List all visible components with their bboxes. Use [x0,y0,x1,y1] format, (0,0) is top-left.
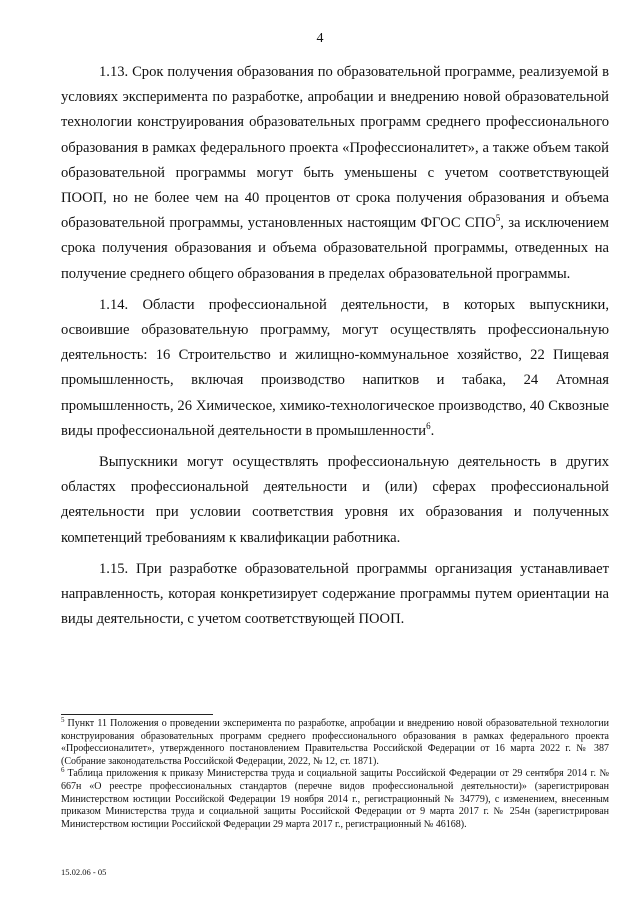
document-code: 15.02.06 - 05 [61,867,107,877]
paragraph-1-13 [61,60,609,287]
footnote-5 [61,715,609,768]
footnote-5-text: Пункт 11 Положения о проведении эксперимента по разработке, апробации и внедрению новой образовательной технологии конструирования образовательных программ среднего профессионального образования в рамках федерального проекта «Профессионалитет», утвержденного постановлением Правительства Российской Федерации от 16 марта 2022 г. № 387 (Собрание законодательства Российской Федерации, 2022, № 12, ст. 1871). [61,718,609,767]
footnotes [61,715,609,831]
paragraph-1-13-text: 1.13. Срок получения образования по образовательной программе, реализуемой в условиях эксперимента по разработке, апробации и внедрению новой образовательной технологии конструирования образовательных программ среднего профессионального образования в рамках федерального проекта «Профессионалитет», а также объем такой образовательной программы могут быть уменьшены с учетом соответствующей ПООП, но не более чем на 40 процентов от срока получения образования и объема образовательной программы, установленных настоящим ФГОС СПО [61,64,609,232]
footnote-mark-5: 5 [61,715,65,724]
paragraph-1-14-text-after: . [430,422,435,439]
paragraph-1-15: 1.15. При разработке образовательной программы организация устанавливает направленность, которая конкретизирует содержание программы путем ориентации на виды деятельности, с учетом соответствующей ПООП. [61,560,609,628]
page-number: 4 [316,31,324,46]
body-text [61,60,609,632]
footnote-rule [61,714,213,715]
paragraph-1-14-text: 1.14. Области профессиональной деятельности, в которых выпускники, освоившие образовательную программу, могут осуществлять профессиональную деятельность: 16 Строительство и жилищно-коммунальное хозяйство, 22 Пищевая промышленность, включая производство напитков и табака, 24 Атомная промышленность, 26 Химическое, химико-технологическое производство, 40 Сквозные виды профессиональной деятельности в промышленности [61,296,609,439]
paragraph-1-14 [61,293,609,444]
footnote-6-text: Таблица приложения к приказу Министерства труда и социальной защиты Российской Федерации от 29 сентября 2014 г. № 667н «О реестре профессиональных стандартов (перечне видов профессиональной деятельности)» (зарегистрирован Министерством юстиции Российской Федерации 19 ноября 2014 г., регистрационный № 34779), с изменением, внесенным приказом Министерства труда и социальной защиты Российской Федерации от 9 марта 2017 г. № 254н (зарегистрирован Министерством юстиции Российской Федерации 29 марта 2017 г., регистрационный № 46168). [61,768,609,830]
paragraph-1-13-text-after: , за исключением срока получения образования и объема образовательной программы, отведенных на получение среднего общего образования в пределах образовательной программы. [61,215,609,282]
paragraph-graduates: Выпускники могут осуществлять профессиональную деятельность в других областях профессиональной деятельности и (или) сферах профессиональной деятельности при условии соответствия уровня их образования и полученных компетенций требованиям к квалификации работника. [61,454,609,546]
footnote-6 [61,768,609,831]
footnote-ref-5[interactable]: 5 [495,213,501,224]
footnote-mark-6: 6 [61,766,65,775]
footnote-ref-6[interactable]: 6 [426,420,431,431]
